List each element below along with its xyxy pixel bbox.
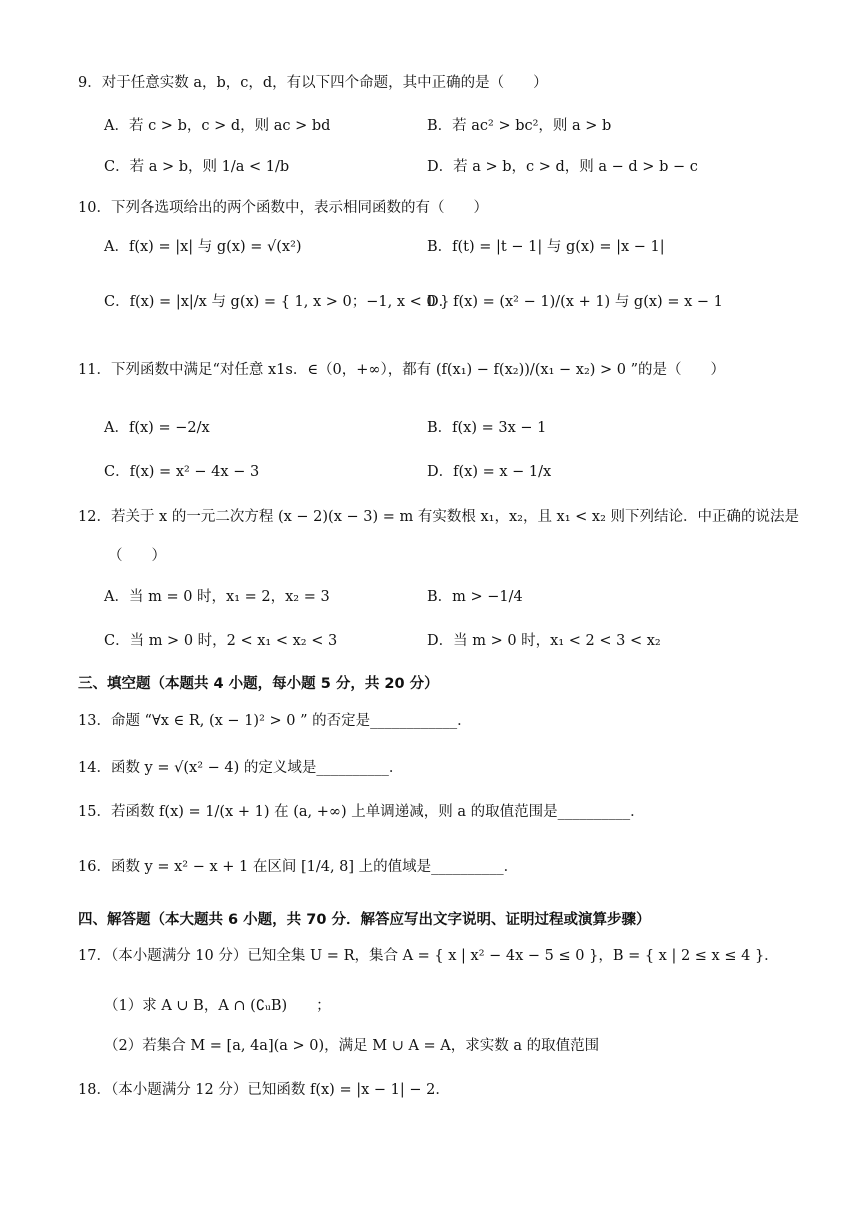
question-12-option-a: A．当 m = 0 时，x₁ = 2，x₂ = 3 (104, 589, 330, 605)
question-9-option-a: A．若 c > b，c > d，则 ac > bd (104, 118, 331, 134)
question-12-stem: 12．若关于 x 的一元二次方程 (x − 2)(x − 3) = m 有实数根 x₁，x₂，且 x₁ < x₂ 则下列结论．中正确的说法是 (78, 509, 800, 525)
question-17-part-1: （1）求 A ∪ B，A ∩ (∁ᵤB) ； (104, 998, 331, 1014)
question-15: 15．若函数 f(x) = 1/(x + 1) 在 (a, +∞) 上单调递减，则 a 的取值范围是__________． (78, 804, 645, 820)
section-4-heading: 四、解答题（本大题共 6 小题，共 70 分．解答应写出文字说明、证明过程或演算步骤） (78, 912, 651, 928)
question-12-stem-continued: （ ） (108, 548, 166, 564)
question-10-option-a: A．f(x) = |x| 与 g(x) = √(x²) (104, 239, 302, 255)
question-14: 14．函数 y = √(x² − 4) 的定义域是__________． (78, 760, 404, 776)
question-10-option-c: C．f(x) = |x|/x 与 g(x) = { 1, x > 0；−1, x < 0 } (104, 294, 450, 310)
question-11-option-b: B．f(x) = 3x − 1 (427, 420, 547, 436)
question-12-option-c: C．当 m > 0 时，2 < x₁ < x₂ < 3 (104, 633, 338, 649)
question-11-option-c: C．f(x) = x² − 4x − 3 (104, 464, 260, 480)
question-11-option-a: A．f(x) = −2/x (104, 420, 210, 436)
question-9-option-d: D．若 a > b，c > d，则 a − d > b − c (427, 159, 698, 175)
question-10-stem: 10．下列各选项给出的两个函数中，表示相同函数的有（ ） (78, 200, 488, 216)
question-11-option-d: D．f(x) = x − 1/x (427, 464, 552, 480)
question-11-stem: 11．下列函数中满足“对任意 x1s．∈（0，+∞），都有 (f(x₁) − f(x₂))/(x₁ − x₂) > 0 ”的是（ ） (78, 362, 726, 378)
question-18-stem: 18．（本小题满分 12 分）已知函数 f(x) = |x − 1| − 2． (78, 1082, 450, 1098)
question-13: 13．命题 “∀x ∈ R, (x − 1)² > 0 ” 的否定是____________． (78, 713, 472, 729)
question-12-option-b: B．m > −1/4 (427, 589, 523, 605)
section-3-heading: 三、填空题（本题共 4 小题，每小题 5 分，共 20 分） (78, 676, 439, 692)
question-17-stem: 17．（本小题满分 10 分）已知全集 U = R，集合 A = { x | x² − 4x − 5 ≤ 0 }，B = { x | 2 ≤ x ≤ 4 }． (78, 948, 779, 964)
question-16: 16．函数 y = x² − x + 1 在区间 [1/4, 8] 上的值域是__________． (78, 859, 519, 875)
question-12-option-d: D．当 m > 0 时，x₁ < 2 < 3 < x₂ (427, 633, 661, 649)
question-10-option-d: D．f(x) = (x² − 1)/(x + 1) 与 g(x) = x − 1 (427, 294, 723, 310)
question-9-stem: 9．对于任意实数 a，b，c，d，有以下四个命题，其中正确的是（ ） (78, 75, 548, 91)
question-9-option-c: C．若 a > b，则 1/a < 1/b (104, 159, 290, 175)
question-10-option-b: B．f(t) = |t − 1| 与 g(x) = |x − 1| (427, 239, 665, 255)
question-17-part-2: （2）若集合 M = [a, 4a](a > 0)，满足 M ∪ A = A，求实数 a 的取值范围 (104, 1038, 600, 1054)
question-9-option-b: B．若 ac² > bc²，则 a > b (427, 118, 612, 134)
